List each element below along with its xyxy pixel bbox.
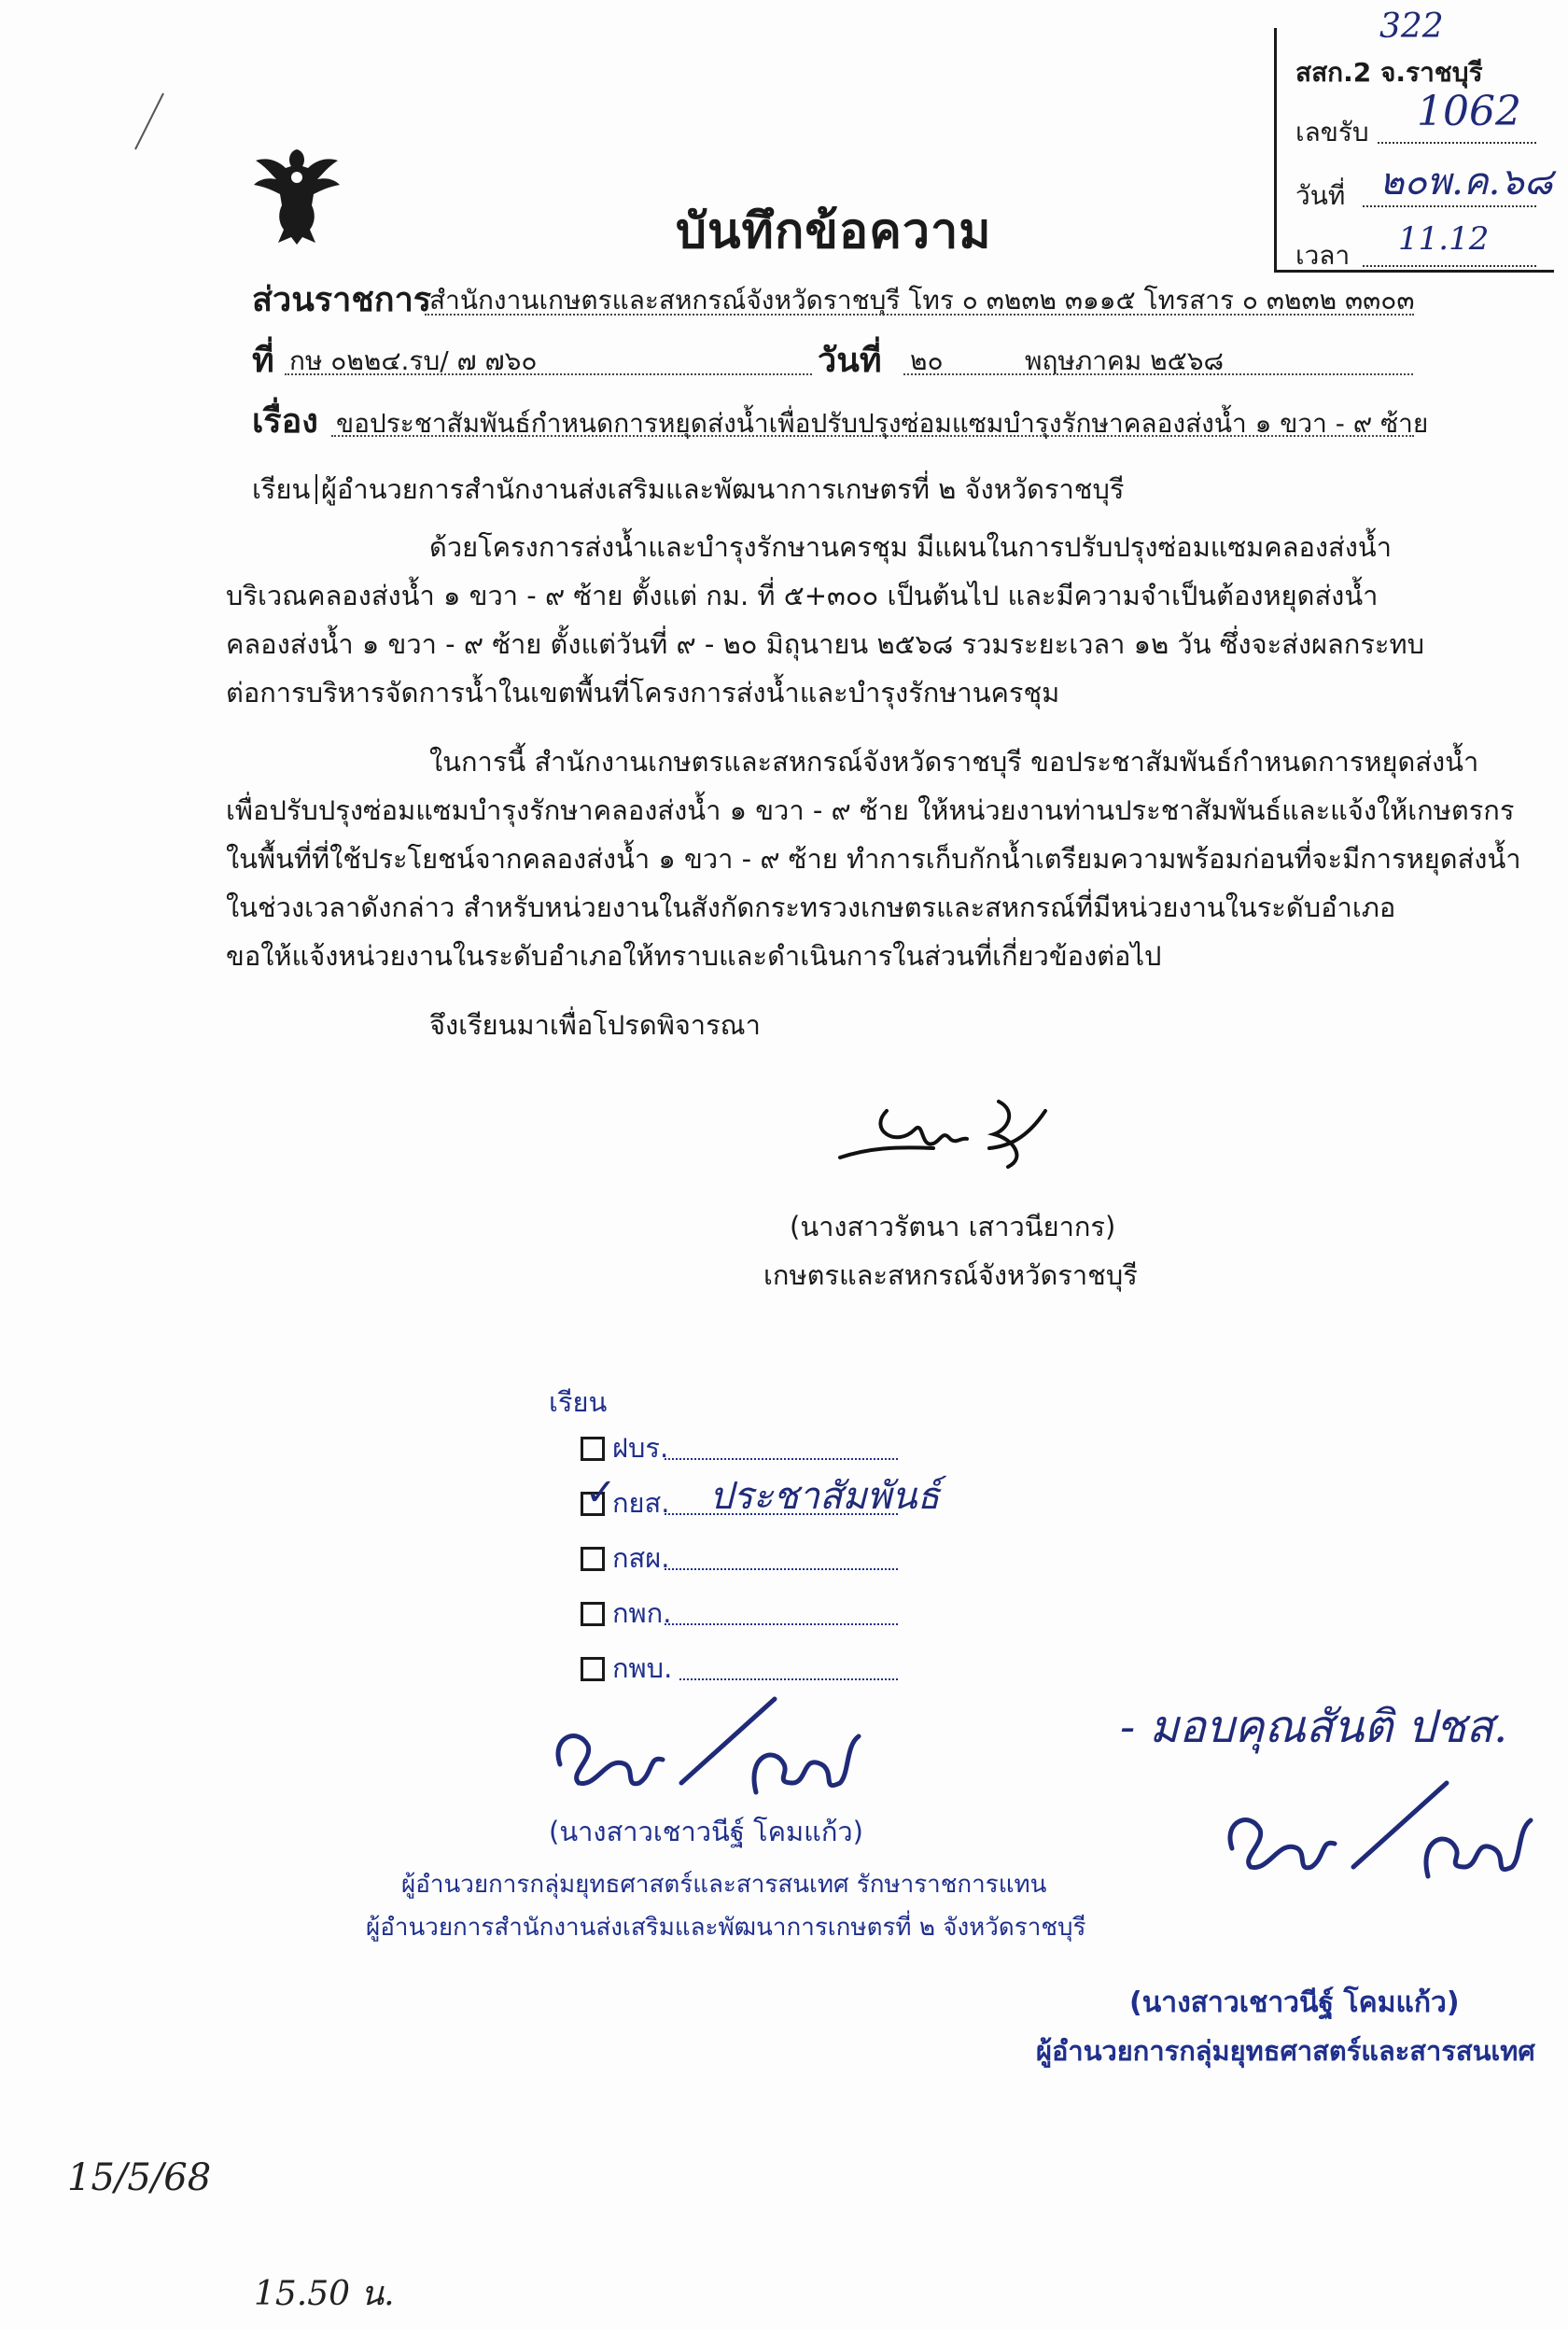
p2-line-3: ในพื้นที่ที่ใช้ประโยชน์จากคลองส่งน้ำ ๑ ขวา - ๙ ซ้าย ทำการเก็บกักน้ำเตรียมความพร้อมก่อนที่จะมีการหยุดส่งน้ำ	[226, 843, 1521, 875]
right-name: (นางสาวเชาวนีฐ์ โคมแก้ว)	[1129, 1986, 1460, 2019]
routing-checkbox-checked[interactable]	[581, 1471, 617, 1516]
stamp-time-value: 11.12	[1398, 220, 1490, 258]
check-mark-icon: ✓	[585, 1471, 617, 1514]
acting-name: (นางสาวเชาวนีฐ์ โคมแก้ว)	[549, 1816, 863, 1847]
routing-to-label: เรียน	[549, 1386, 608, 1418]
to-label: เรียน	[252, 473, 311, 505]
p2-line-1: ในการนี้ สำนักงานเกษตรและสหกรณ์จังหวัดราชบุรี ขอประชาสัมพันธ์กำหนดการหยุดส่งน้ำ	[429, 746, 1479, 778]
acting-position-2: ผู้อำนวยการสำนักงานส่งเสริมและพัฒนาการเกษตรที่ ๒ จังหวัดราชบุรี	[366, 1914, 1086, 1942]
right-handwritten-note: - มอบคุณสันติ ปชส.	[1120, 1701, 1508, 1753]
p1-line-1: ด้วยโครงการส่งน้ำและบำรุงรักษานครชุม มีแผนในการปรับปรุงซ่อมแซมคลองส่งน้ำ	[429, 531, 1393, 563]
right-position: ผู้อำนวยการกลุ่มยุทธศาสตร์และสารสนเทศ	[1036, 2035, 1535, 2067]
routing-checkbox[interactable]	[581, 1657, 605, 1681]
routing-item-kpk: กพก.	[581, 1598, 671, 1628]
p2-line-4: ในช่วงเวลาดังกล่าว สำหรับหน่วยงานในสังกัดกระทรวงเกษตรและสหกรณ์ที่มีหน่วยงานในระดับอำเภอ	[226, 891, 1396, 923]
stamp-time-label: เวลา	[1295, 240, 1351, 271]
routing-item-fbr: ฝบร.	[581, 1433, 668, 1463]
routing-checkbox[interactable]	[581, 1437, 605, 1461]
routing-checkbox[interactable]	[581, 1602, 605, 1626]
memo-title: บันทึกข้อความ	[676, 204, 992, 260]
stamp-date-value: ๒๐พ.ค.๖๘	[1379, 161, 1553, 204]
signer-signature	[831, 1092, 1073, 1176]
agency-label: ส่วนราชการ	[252, 281, 432, 319]
p1-line-2: บริเวณคลองส่งน้ำ ๑ ขวา - ๙ ซ้าย ตั้งแต่ กม. ที่ ๕+๓๐๐ เป็นต้นไป และมีความจำเป็นต้องหยุดส่งน้ำ	[226, 580, 1379, 611]
to-value: ผู้อำนวยการสำนักงานส่งเสริมและพัฒนาการเกษตรที่ ๒ จังหวัดราชบุรี	[315, 474, 1124, 504]
closing-line: จึงเรียนมาเพื่อโปรดพิจารณา	[429, 1009, 761, 1041]
pen-mark	[131, 89, 168, 154]
signer-position: เกษตรและสหกรณ์จังหวัดราชบุรี	[763, 1259, 1138, 1291]
acting-signature	[541, 1680, 877, 1811]
stamp-date-label: วันที่	[1295, 180, 1346, 211]
acting-position-1: ผู้อำนวยการกลุ่มยุทธศาสตร์และสารสนเทศ รักษาราชการแทน	[401, 1871, 1047, 1899]
agency-value: สำนักงานเกษตรและสหกรณ์จังหวัดราชบุรี โทร ๐ ๓๒๓๒ ๓๑๑๕ โทรสาร ๐ ๓๒๓๒ ๓๓๐๓	[429, 285, 1415, 316]
p1-line-3: คลองส่งน้ำ ๑ ขวา - ๙ ซ้าย ตั้งแต่วันที่ ๙ - ๒๐ มิถุนายน ๒๕๖๘ รวมระยะเวลา ๑๒ วัน ซึ่งจะส่งผลกระทบ	[226, 628, 1425, 660]
ref-value: กษ ๐๒๒๔.รบ/ ๗ ๗๖๐	[289, 345, 538, 376]
bottom-time-note: 15.50 น.	[254, 2275, 395, 2313]
stamp-recv-value: 1062	[1417, 88, 1521, 135]
received-stamp	[1274, 7, 1554, 273]
stamp-recv-label: เลขรับ	[1295, 117, 1369, 147]
routing-checkbox[interactable]	[581, 1547, 605, 1571]
p2-line-5: ขอให้แจ้งหน่วยงานในระดับอำเภอให้ทราบและดำเนินการในส่วนที่เกี่ยวข้องต่อไป	[226, 940, 1162, 972]
subject-value: ขอประชาสัมพันธ์กำหนดการหยุดส่งน้ำเพื่อปรับปรุงซ่อมแซมบำรุงรักษาคลองส่งน้ำ ๑ ขวา - ๙ ซ้าย	[336, 408, 1429, 439]
routing-item-kys: ✓ กยส.	[581, 1488, 669, 1518]
date-day: ๒๐	[910, 345, 944, 376]
date-label: วันที่	[818, 342, 882, 380]
stamp-office: สสก.2 จ.ราชบุรี	[1295, 57, 1483, 88]
routing-item-ksp: กสผ.	[581, 1543, 669, 1573]
stamp-number: 322	[1379, 7, 1444, 46]
bottom-date-note: 15/5/68	[67, 2156, 212, 2199]
routing-item-kpb: กพบ.	[581, 1653, 672, 1683]
date-month-year: พฤษภาคม ๒๕๖๘	[1025, 345, 1225, 376]
routing-note-handwriting: ประชาสัมพันธ์	[709, 1475, 940, 1518]
subject-label: เรื่อง	[252, 402, 318, 441]
ref-label: ที่	[252, 342, 274, 380]
p1-line-4: ต่อการบริหารจัดการน้ำในเขตพื้นที่โครงการส่งน้ำและบำรุงรักษานครชุม	[226, 677, 1060, 709]
p2-line-2: เพื่อปรับปรุงซ่อมแซมบำรุงรักษาคลองส่งน้ำ ๑ ขวา - ๙ ซ้าย ให้หน่วยงานท่านประชาสัมพันธ์และแจ้งให้เกษตรกร	[226, 794, 1515, 826]
garuda-emblem	[250, 140, 343, 252]
signer-name: (นางสาวรัตนา เสาวนียากร)	[790, 1211, 1116, 1242]
right-signature	[1213, 1764, 1549, 1895]
